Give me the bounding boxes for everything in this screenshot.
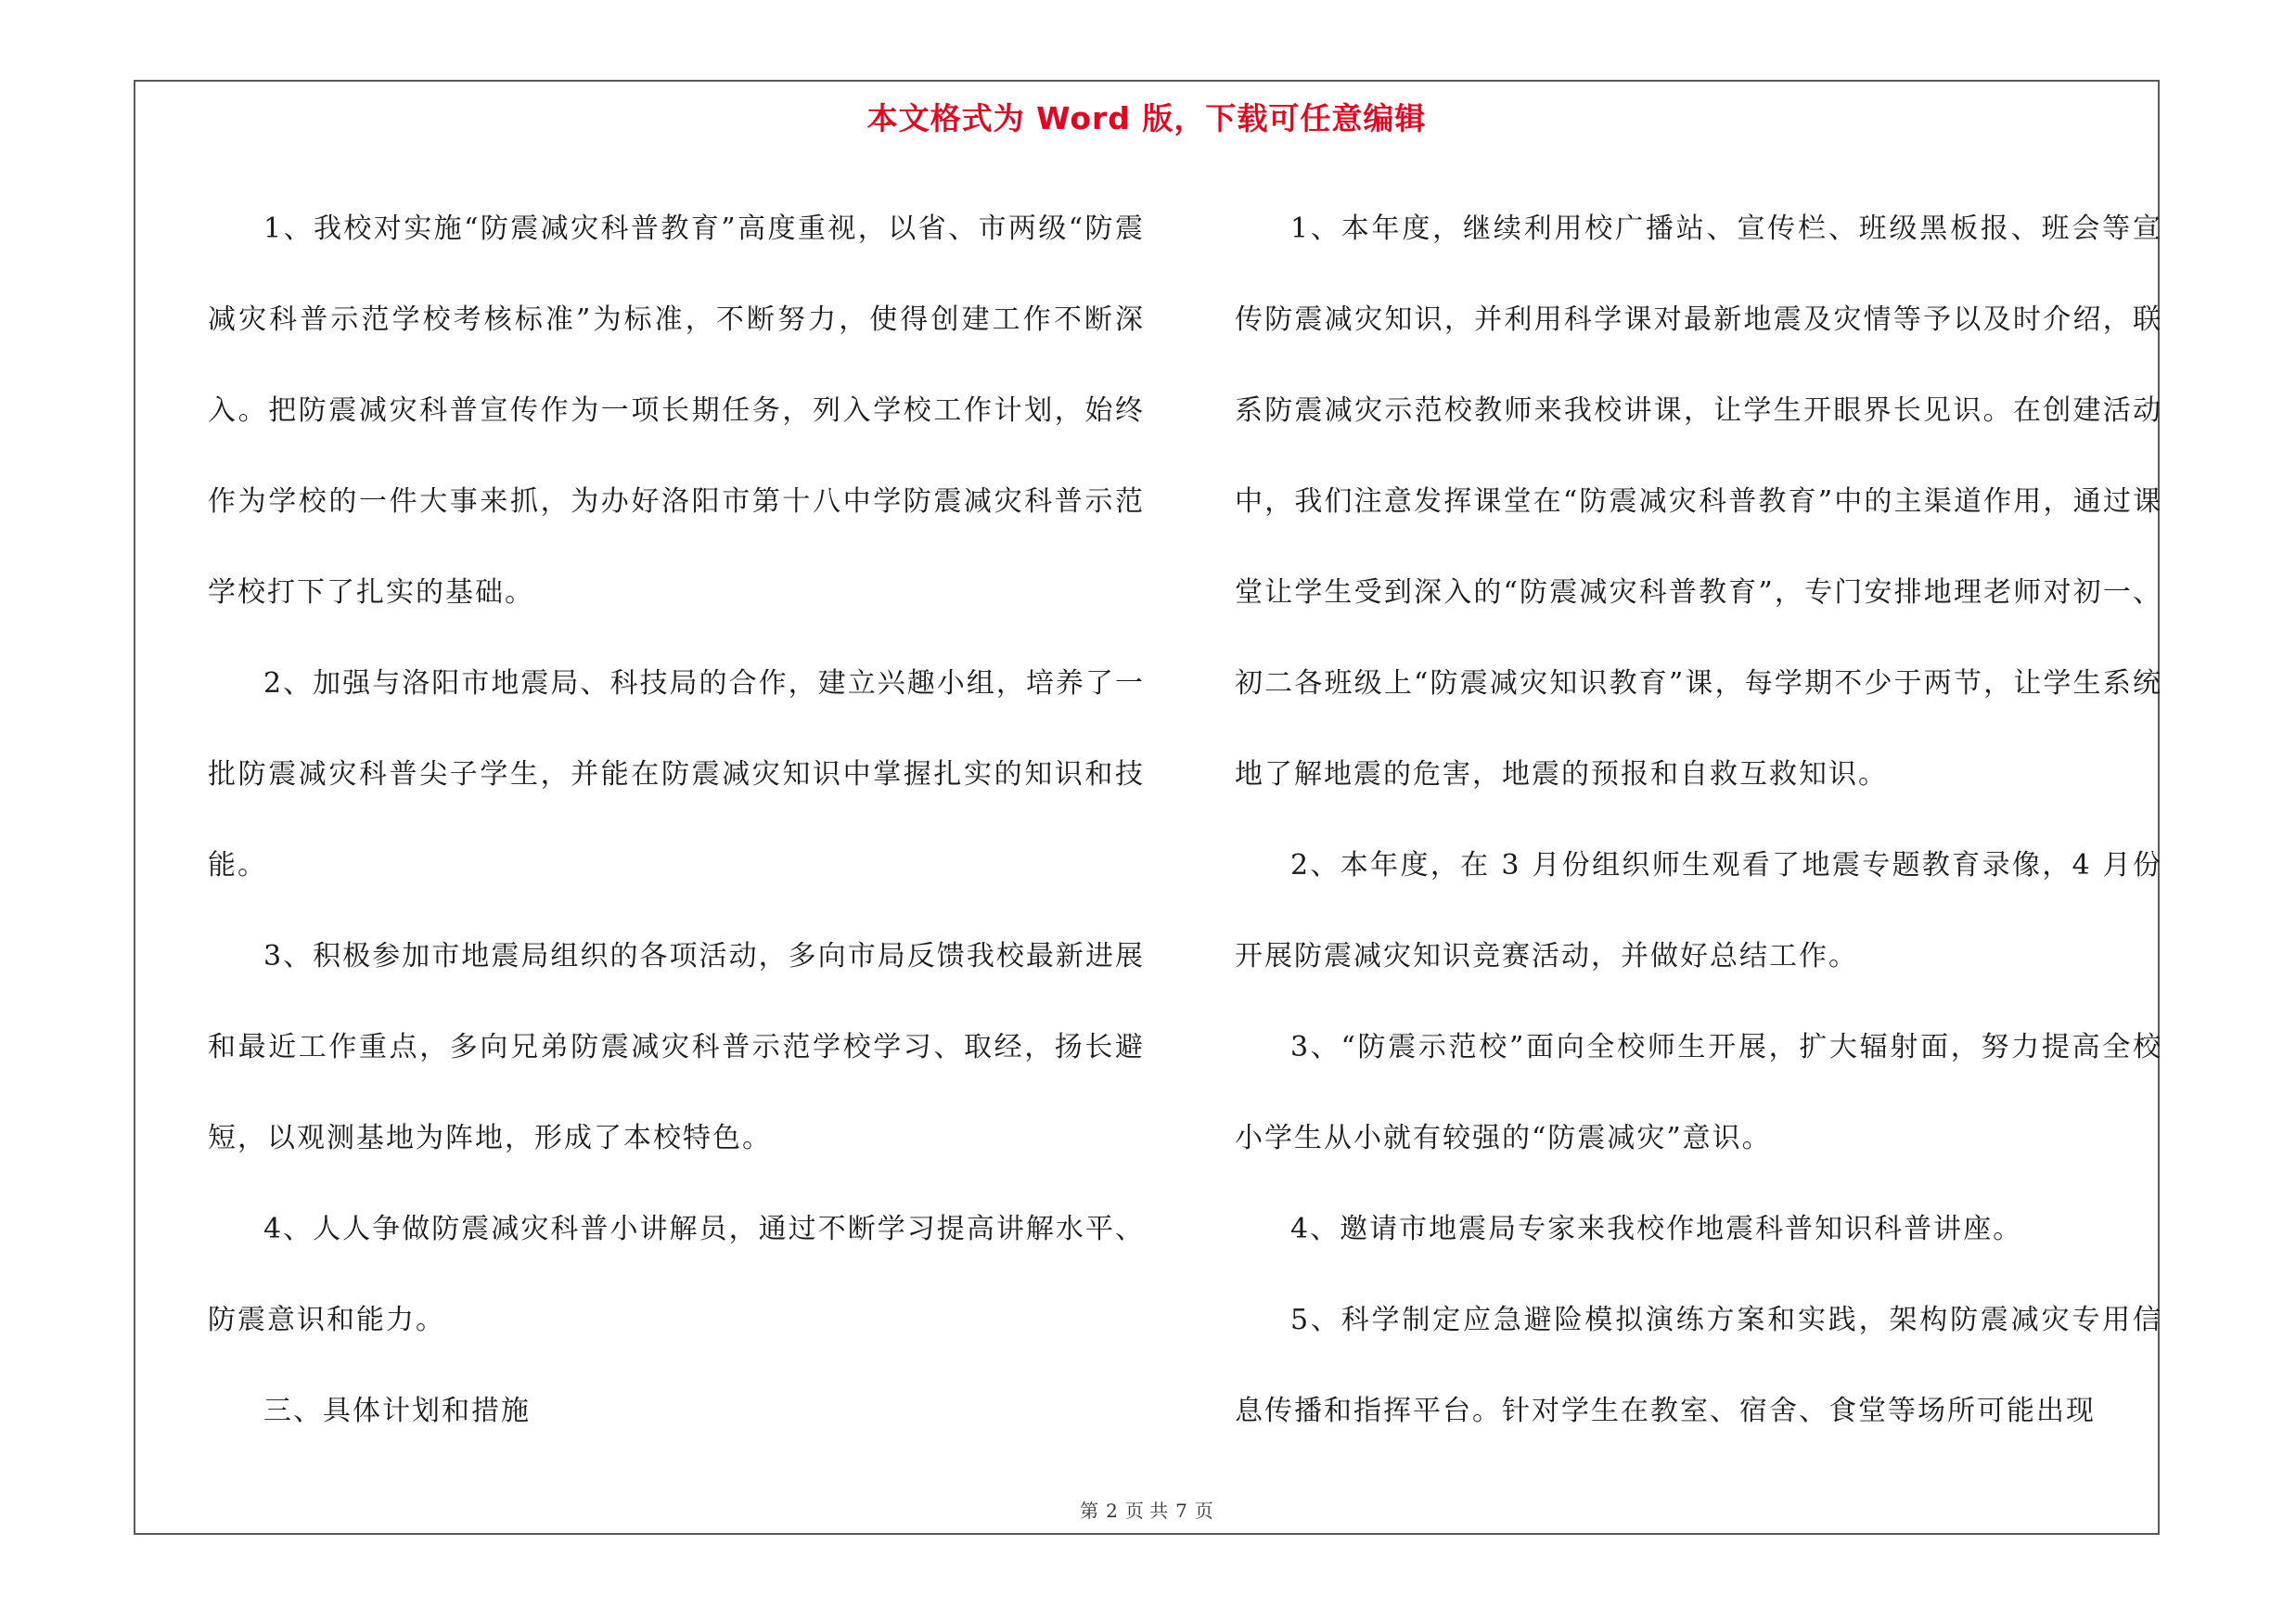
page-number: 2	[1106, 1500, 1118, 1522]
paragraph: 2、加强与洛阳市地震局、科技局的合作，建立兴趣小组，培养了一批防震减灾科普尖子学生，并能在防震减灾知识中掌握扎实的知识和技能。	[208, 667, 1145, 882]
page-frame	[134, 80, 2160, 1535]
page-footer	[135, 1496, 2158, 1523]
page-label-mid: 页 共	[1124, 1500, 1169, 1522]
paragraph: 2、本年度，在 3 月份组织师生观看了地震专题教育录像，4 月份开展防震减灾知识竞赛活动，并做好总结工作。	[1235, 849, 2162, 973]
paragraph: 3、“防震示范校”面向全校师生开展，扩大辐射面，努力提高全校小学生从小就有较强的“防震减灾”意识。	[1235, 1031, 2162, 1154]
paragraph: 3、积极参加市地震局组织的各项活动，多向市局反馈我校最新进展和最近工作重点，多向兄弟防震减灾科普示范学校学习、取经，扬长避短，以观测基地为阵地，形成了本校特色。	[208, 940, 1145, 1154]
document-header: 本文格式为 Word 版，下载可任意编辑	[866, 100, 1427, 136]
page-label-suffix: 页	[1194, 1500, 1213, 1522]
left-column	[208, 184, 1145, 1457]
total-pages: 7	[1175, 1500, 1187, 1522]
paragraph: 4、邀请市地震局专家来我校作地震科普知识科普讲座。	[1290, 1213, 2023, 1245]
paragraph: 1、我校对实施“防震减灾科普教育”高度重视，以省、市两级“防震减灾科普示范学校考核标准”为标准，不断努力，使得创建工作不断深入。把防震减灾科普宣传作为一项长期任务，列入学校工作计划，始终作为学校的一件大事来抓，为办好洛阳市第十八中学防震减灾科普示范学校打下了扎实的基础。	[208, 213, 1145, 609]
right-column	[1235, 184, 2162, 1457]
paragraph: 4、人人争做防震减灾科普小讲解员，通过不断学习提高讲解水平、防震意识和能力。	[208, 1213, 1145, 1336]
page-label-prefix: 第	[1080, 1500, 1099, 1522]
paragraph: 1、本年度，继续利用校广播站、宣传栏、班级黑板报、班会等宣传防震减灾知识，并利用科学课对最新地震及灾情等予以及时介绍，联系防震减灾示范校教师来我校讲课，让学生开眼界长见识。在创建活动中，我们注意发挥课堂在“防震减灾科普教育”中的主渠道作用，通过课堂让学生受到深入的“防震减灾科普教育”，专门安排地理老师对初一、初二各班级上“防震减灾知识教育”课，每学期不少于两节，让学生系统地了解地震的危害，地震的预报和自救互救知识。	[1235, 213, 2162, 791]
paragraph: 5、科学制定应急避险模拟演练方案和实践，架构防震减灾专用信息传播和指挥平台。针对学生在教室、宿舍、食堂等场所可能出现	[1235, 1304, 2162, 1427]
section-heading: 三、具体计划和措施	[263, 1395, 531, 1427]
